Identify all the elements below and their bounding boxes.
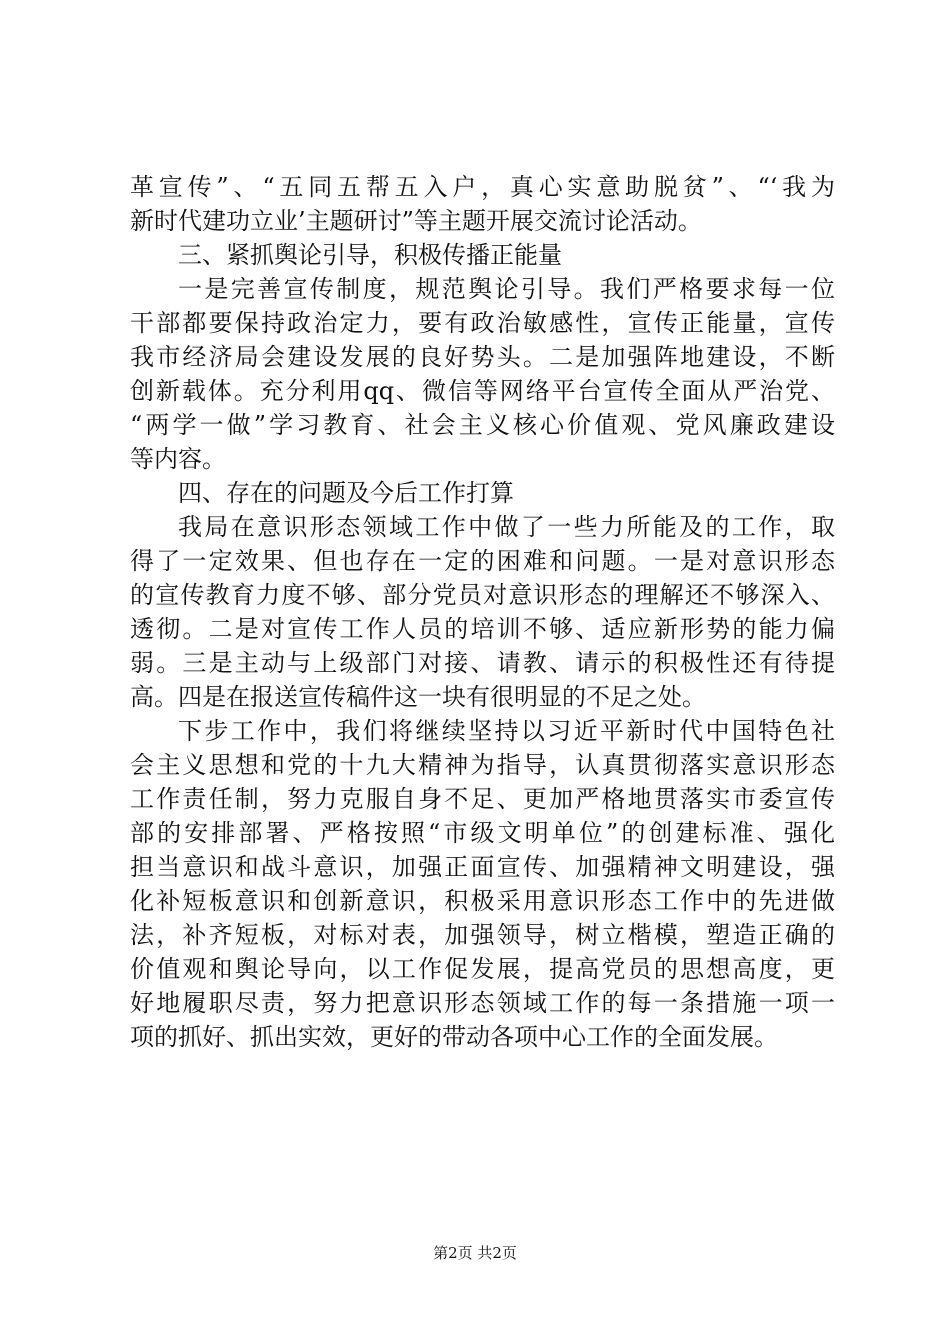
- text-line: 的宣传教育力度不够、部分党员对意识形态的理解还不够深入、: [130, 581, 835, 609]
- text-line: 等内容。: [130, 445, 226, 473]
- section-heading: 四、存在的问题及今后工作打算: [178, 479, 514, 507]
- text-line: 价值观和舆论导向，以工作促发展，提高党员的思想高度，更: [130, 955, 835, 983]
- text-line: 我市经济局会建设发展的良好势头。二是加强阵地建设，不断: [130, 343, 835, 371]
- text-line: 会主义思想和党的十九大精神为指导，认真贯彻落实意识形态: [130, 751, 835, 779]
- text-line: 弱。三是主动与上级部门对接、请教、请示的积极性还有待提: [130, 649, 835, 677]
- text-line: 部的安排部署、严格按照“市级文明单位”的创建标准、强化: [130, 819, 835, 847]
- text-line: 革宣传”、“五同五帮五入户，真心实意助脱贫”、“‘我为: [130, 173, 835, 201]
- page-number-footer: 第2页 共2页: [433, 1244, 517, 1262]
- text-line: 担当意识和战斗意识，加强正面宣传、加强精神文明建设，强: [130, 853, 835, 881]
- text-line: 工作责任制，努力克服自身不足、更加严格地贯落实市委宣传: [130, 785, 835, 813]
- text-line: 下步工作中，我们将继续坚持以习近平新时代中国特色社: [178, 717, 835, 745]
- text-line: 干部都要保持政治定力，要有政治敏感性，宣传正能量，宣传: [130, 309, 835, 337]
- text-line: 好地履职尽责，努力把意识形态领域工作的每一条措施一项一: [130, 989, 835, 1017]
- text-line: 透彻。二是对宣传工作人员的培训不够、适应新形势的能力偏: [130, 615, 835, 643]
- section-heading: 三、紧抓舆论引导，积极传播正能量: [178, 241, 562, 269]
- text-line: “两学一做”学习教育、社会主义核心价值观、党风廉政建设: [130, 411, 835, 439]
- text-line: 一是完善宣传制度，规范舆论引导。我们严格要求每一位: [178, 275, 835, 303]
- text-line: 我局在意识形态领域工作中做了一些力所能及的工作，取: [178, 513, 835, 541]
- text-line: 创新载体。充分利用qq、微信等网络平台宣传全面从严治党、: [130, 377, 835, 405]
- text-line: 项的抓好、抓出实效，更好的带动各项中心工作的全面发展。: [130, 1023, 778, 1051]
- text-line: 新时代建功立业’主题研讨”等主题开展交流讨论活动。: [130, 207, 702, 235]
- text-line: 高。四是在报送宣传稿件这一块有很明显的不足之处。: [130, 683, 706, 711]
- document-body: [130, 170, 835, 1054]
- text-line: 化补短板意识和创新意识，积极采用意识形态工作中的先进做: [130, 887, 835, 915]
- text-line: 法，补齐短板，对标对表，加强领导，树立楷模，塑造正确的: [130, 921, 835, 949]
- text-line: 得了一定效果、但也存在一定的困难和问题。一是对意识形态: [130, 547, 835, 575]
